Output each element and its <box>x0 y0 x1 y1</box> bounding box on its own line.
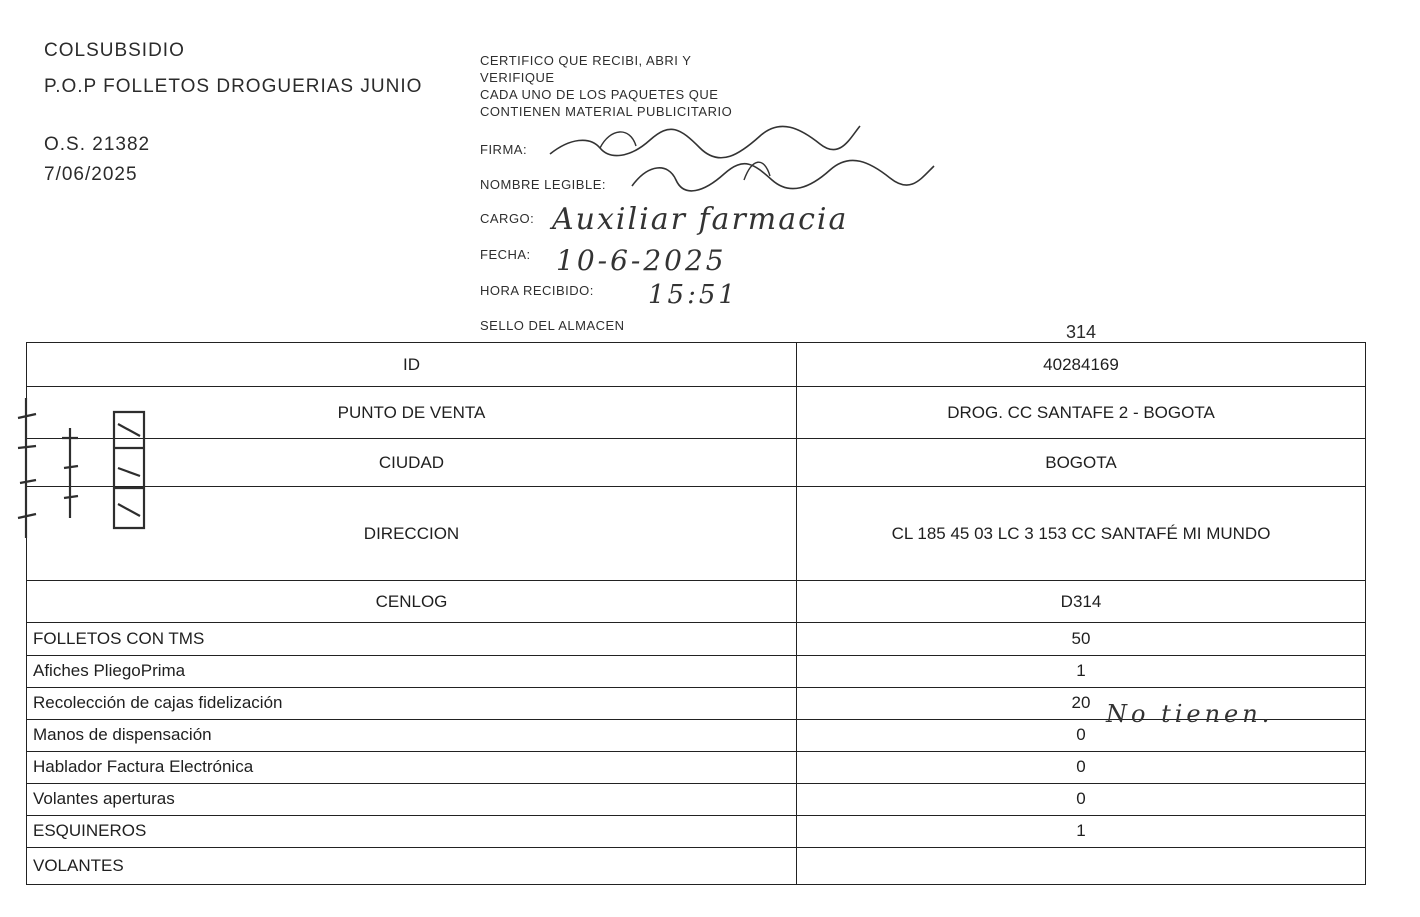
row-label: VOLANTES <box>27 847 797 884</box>
fecha-label: FECHA: <box>480 247 531 262</box>
firma-label: FIRMA: <box>480 142 528 157</box>
table-row <box>27 343 1366 387</box>
handwritten-note: No tienen. <box>1106 700 1274 728</box>
row-label: CENLOG <box>27 581 797 623</box>
row-value: 0 <box>797 719 1366 751</box>
row-value: D314 <box>797 581 1366 623</box>
row-label: Hablador Factura Electrónica <box>27 751 797 783</box>
row-value: 1 <box>797 815 1366 847</box>
row-label: ESQUINEROS <box>27 815 797 847</box>
document-date: 7/06/2025 <box>44 164 138 185</box>
row-label: Manos de dispensación <box>27 719 797 751</box>
certification-text <box>480 52 732 120</box>
row-label: ID <box>27 343 797 387</box>
material-table <box>26 342 1366 885</box>
page-number: 314 <box>1066 322 1097 342</box>
row-label: FOLLETOS CON TMS <box>27 623 797 655</box>
row-label: PUNTO DE VENTA <box>27 387 797 439</box>
table-row <box>27 783 1366 815</box>
row-value: CL 185 45 03 LC 3 153 CC SANTAFÉ MI MUNDO <box>797 487 1366 581</box>
cargo-label: CARGO: <box>480 211 535 226</box>
row-label: Recolección de cajas fidelización <box>27 687 797 719</box>
cert-line: CONTIENEN MATERIAL PUBLICITARIO <box>480 104 733 119</box>
row-value <box>797 847 1366 884</box>
printed-name-handwriting <box>624 150 944 202</box>
row-label: Afiches PliegoPrima <box>27 655 797 687</box>
row-value: 0 <box>797 751 1366 783</box>
sello-label: SELLO DEL ALMACEN <box>480 318 625 333</box>
row-value: 1 <box>797 655 1366 687</box>
fecha-value: 10-6-2025 <box>556 244 727 277</box>
cert-line: CERTIFICO QUE RECIBI, ABRI Y <box>480 53 692 68</box>
hora-value: 15:51 <box>648 280 738 310</box>
table-row <box>27 439 1366 487</box>
row-label: Volantes aperturas <box>27 783 797 815</box>
row-value: 40284169 <box>797 343 1366 387</box>
row-value: 0 <box>797 783 1366 815</box>
order-number: O.S. 21382 <box>44 134 151 155</box>
table-row <box>27 655 1366 687</box>
cert-line: VERIFIQUE <box>480 70 555 85</box>
row-label: CIUDAD <box>27 439 797 487</box>
cargo-value: Auxiliar farmacia <box>552 202 849 237</box>
row-label: DIRECCION <box>27 487 797 581</box>
hora-label: HORA RECIBIDO: <box>480 283 594 298</box>
table-row <box>27 815 1366 847</box>
table-row <box>27 847 1366 884</box>
cert-line: CADA UNO DE LOS PAQUETES QUE <box>480 87 719 102</box>
row-value: BOGOTA <box>797 439 1366 487</box>
row-value: 20 <box>797 687 1366 719</box>
table-row <box>27 487 1366 581</box>
store-stamp-image <box>14 388 154 548</box>
project-title: P.O.P FOLLETOS DROGUERIAS JUNIO <box>44 76 423 97</box>
table-row <box>27 623 1366 655</box>
table-row <box>27 387 1366 439</box>
row-value: DROG. CC SANTAFE 2 - BOGOTA <box>797 387 1366 439</box>
table-row <box>27 751 1366 783</box>
company-name: COLSUBSIDIO <box>44 40 185 61</box>
table-row <box>27 581 1366 623</box>
nombre-label: NOMBRE LEGIBLE: <box>480 177 606 192</box>
row-value: 50 <box>797 623 1366 655</box>
